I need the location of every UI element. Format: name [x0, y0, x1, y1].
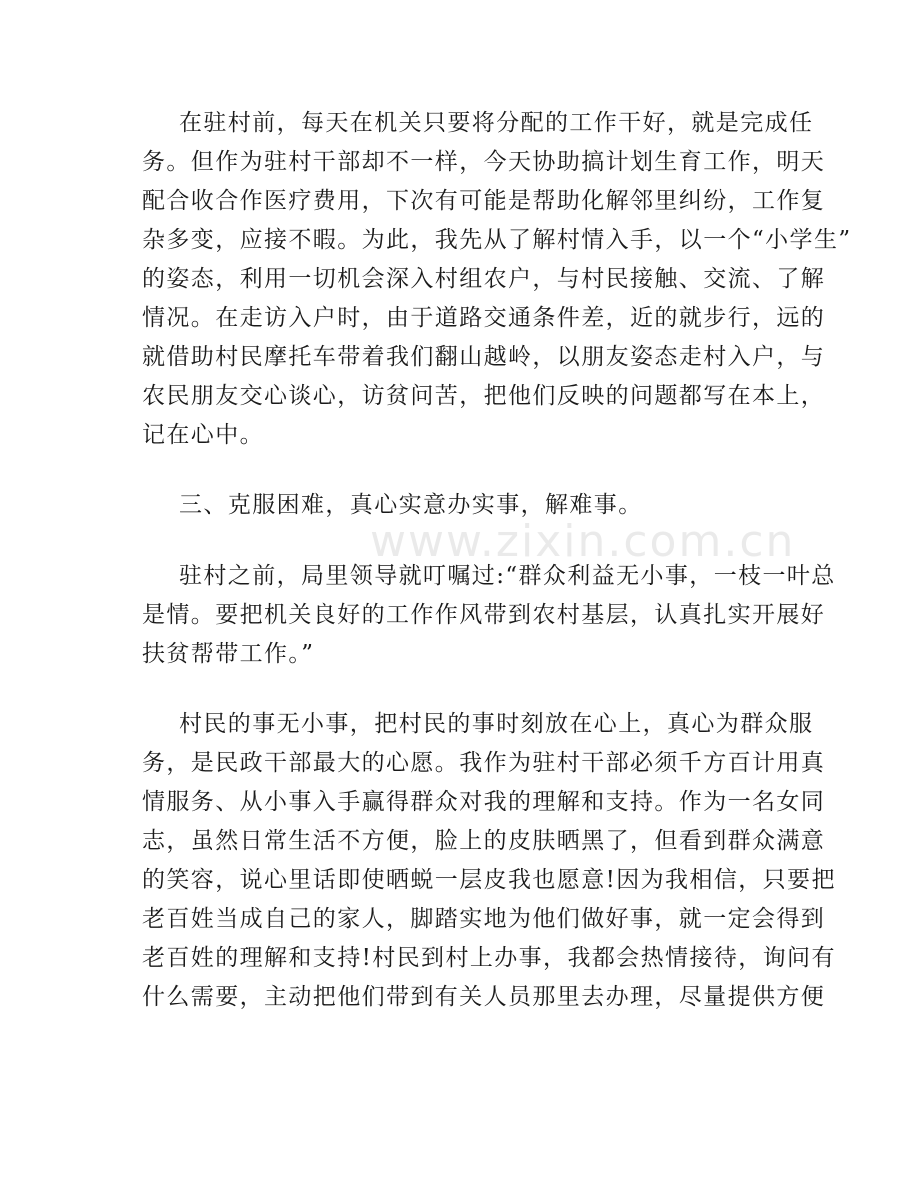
section-heading: 三、克服困难，真心实意办实事，解难事。 — [179, 492, 643, 518]
paragraph-1-line-5: 的姿态，利用一切机会深入村组农户，与村民接触、交流、了解 — [142, 266, 826, 292]
paragraph-4-line-1: 村民的事无小事，把村民的事时刻放在心上，真心为群众服 — [179, 711, 814, 737]
paragraph-1-line-4: 杂多变，应接不暇。为此，我先从了解村情入手，以一个“小学生” — [142, 227, 852, 253]
paragraph-1-line-9: 记在心中。 — [142, 422, 264, 448]
paragraph-1-line-8: 农民朋友交心谈心，访贫问苦，把他们反映的问题都写在本上， — [142, 383, 826, 409]
paragraph-1-line-2: 务。但作为驻村干部却不一样，今天协助搞计划生育工作，明天 — [142, 149, 826, 175]
paragraph-1-line-3: 配合收合作医疗费用，下次有可能是帮助化解邻里纠纷，工作复 — [142, 188, 826, 214]
paragraph-3-line-1: 驻村之前，局里领导就叮嘱过:“群众利益无小事，一枝一叶总 — [179, 563, 836, 589]
paragraph-4-line-4: 志，虽然日常生活不方便，脸上的皮肤晒黑了，但看到群众满意 — [142, 828, 826, 854]
paragraph-4-line-7: 老百姓的理解和支持!村民到村上办事，我都会热情接待，询问有 — [142, 945, 836, 971]
paragraph-1-line-1: 在驻村前，每天在机关只要将分配的工作干好，就是完成任 — [179, 110, 814, 136]
paragraph-4-line-5: 的笑容，说心里话即使晒蜕一层皮我也愿意!因为我相信，只要把 — [142, 867, 836, 893]
paragraph-3-line-2: 是情。要把机关良好的工作作风带到农村基层，认真扎实开展好 — [142, 602, 826, 628]
paragraph-4-line-6: 老百姓当成自己的家人，脚踏实地为他们做好事，就一定会得到 — [142, 906, 826, 932]
paragraph-4-line-2: 务，是民政干部最大的心愿。我作为驻村干部必须千方百计用真 — [142, 750, 826, 776]
paragraph-3-line-3: 扶贫帮带工作。” — [142, 641, 315, 667]
watermark: www.zixin.com.cn — [370, 516, 796, 567]
paragraph-4-line-8: 什么需要，主动把他们带到有关人员那里去办理，尽量提供方便 — [142, 984, 826, 1010]
paragraph-1-line-7: 就借助村民摩托车带着我们翻山越岭，以朋友姿态走村入户，与 — [142, 344, 826, 370]
paragraph-1-line-6: 情况。在走访入户时，由于道路交通条件差，近的就步行，远的 — [142, 305, 826, 331]
paragraph-4-line-3: 情服务、从小事入手赢得群众对我的理解和支持。作为一名女同 — [142, 789, 826, 815]
